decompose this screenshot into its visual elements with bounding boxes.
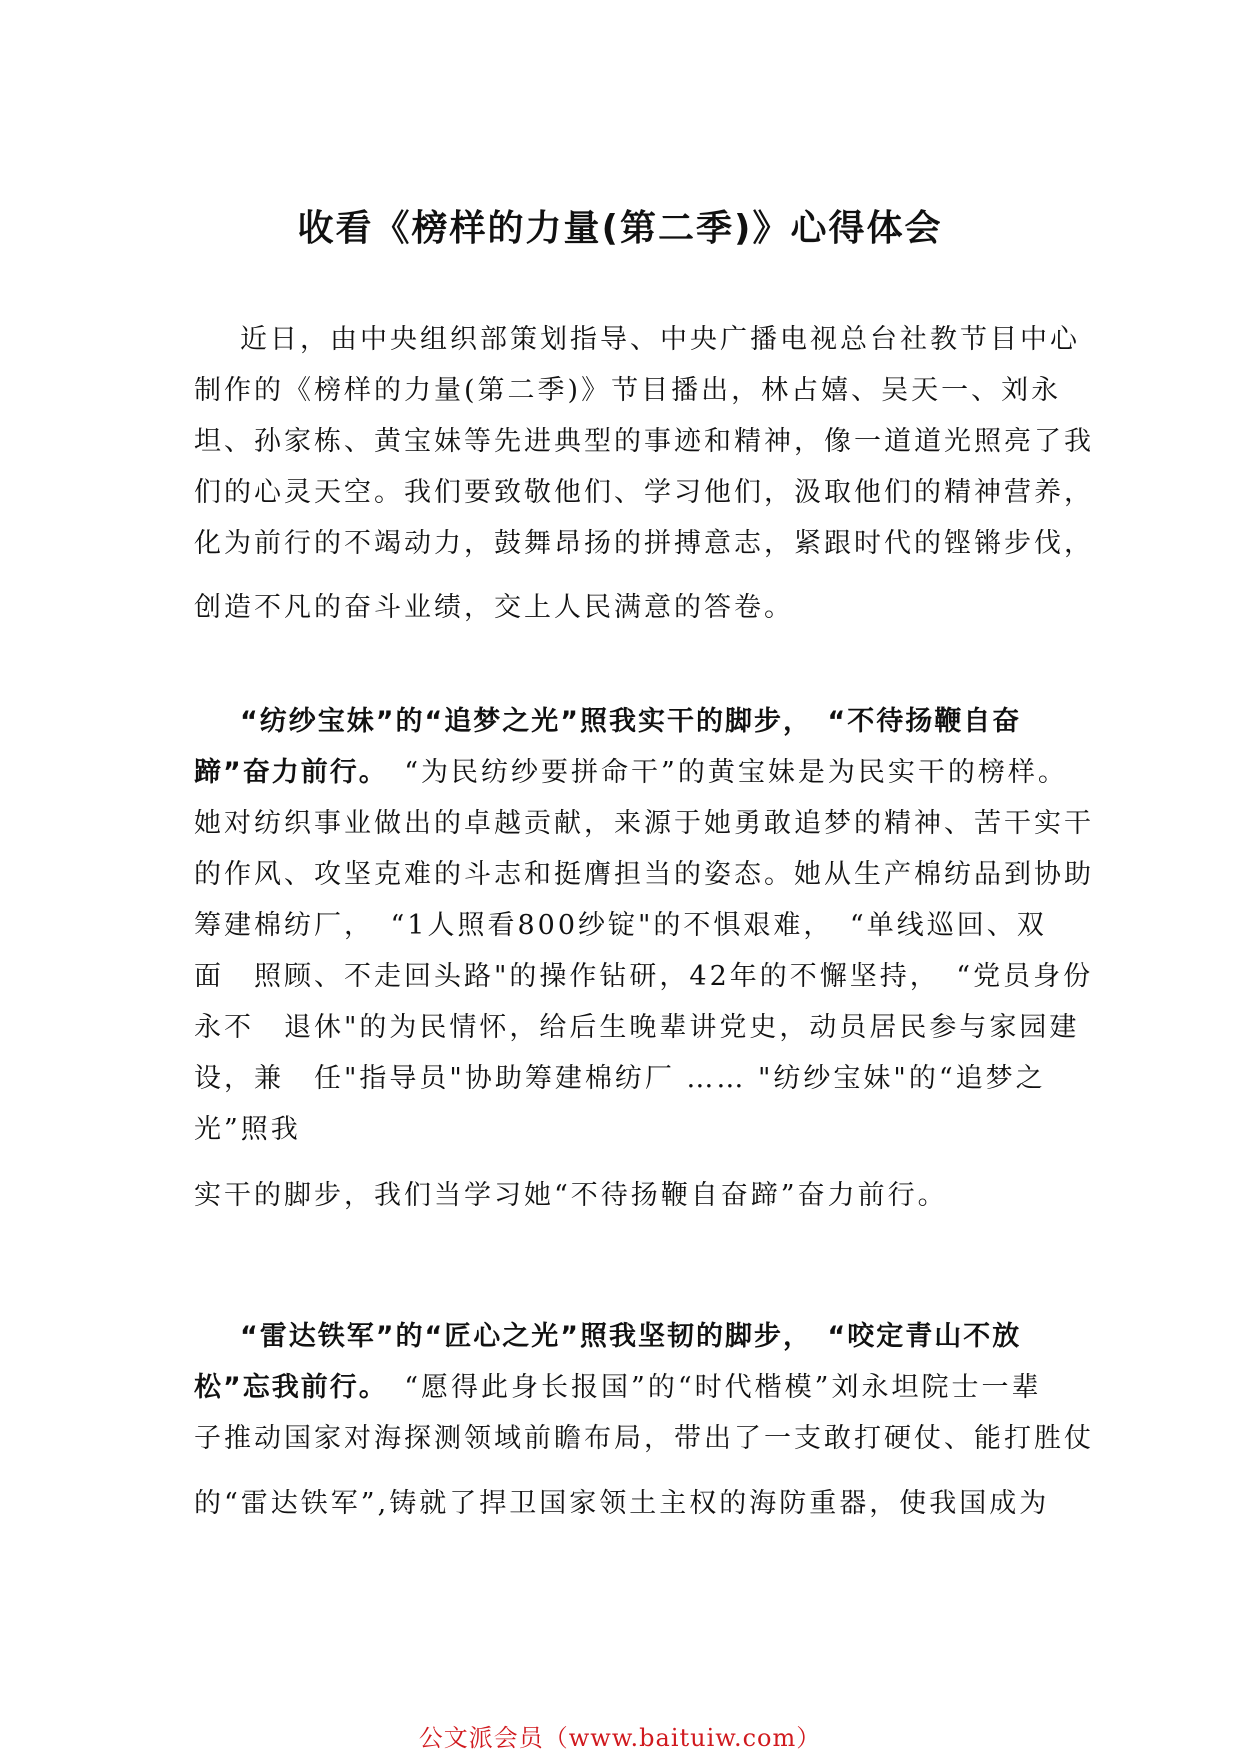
paragraph-2-line-3: 她对纺织事业做出的卓越贡献，来源于她勇敢追梦的精神、苦干实干: [194, 808, 1094, 839]
paragraph-3-heading-line-1: “雷达铁军”的“匠心之光”照我坚韧的脚步， “咬定青山不放: [240, 1321, 1022, 1352]
paragraph-3-line-3: 子推动国家对海探测领域前瞻布局，带出了一支敢打硬仗、能打胜仗: [194, 1423, 1094, 1454]
paragraph-3-line-4: 的“雷达铁军”,铸就了捍卫国家领土主权的海防重器，使我国成为: [194, 1488, 1050, 1519]
paragraph-2-line-2-text: “为民纺纱要拼命干”的黄宝妹是为民实干的榜样。: [374, 757, 1068, 788]
paragraph-2-heading-line-1: “纺纱宝妹”的“追梦之光”照我实干的脚步， “不待扬鞭自奋: [240, 706, 1022, 737]
paragraph-2-heading-end: 蹄”奋力前行。: [194, 757, 375, 788]
paragraph-2-line-4: 的作风、攻坚克难的斗志和挺膺担当的姿态。她从生产棉纺品到协助: [194, 859, 1094, 890]
paragraph-3-line-2-text: “愿得此身长报国”的“时代楷模”刘永坦院士一辈: [374, 1372, 1042, 1403]
paragraph-1-line-5: 化为前行的不竭动力，鼓舞昂扬的拼搏意志，紧跟时代的铿锵步伐，: [194, 528, 1094, 559]
paragraph-2-line-9: 光”照我: [194, 1114, 301, 1145]
paragraph-1-line-4: 们的心灵天空。我们要致敬他们、学习他们，汲取他们的精神营养，: [194, 477, 1094, 508]
footer-watermark-text: 公文派会员（www.baituiw.com）: [418, 1724, 822, 1752]
paragraph-2-line-8: 设，兼 任"指导员"协助筹建棉纺厂 …… "纺纱宝妹"的“追梦之: [194, 1063, 1046, 1094]
paragraph-1-line-2: 制作的《榜样的力量(第二季)》节目播出，林占嬉、吴天一、刘永: [194, 375, 1062, 406]
paragraph-3-line-2: [194, 1371, 1064, 1405]
document-title: 收看《榜样的力量(第二季)》心得体会: [297, 208, 943, 249]
paragraph-3-heading-end: 松”忘我前行。: [194, 1372, 375, 1403]
paragraph-2-line-2: [194, 756, 1068, 790]
paragraph-2-line-10: 实干的脚步，我们当学习她“不待扬鞭自奋蹄”奋力前行。: [194, 1180, 948, 1211]
paragraph-2-line-7: 永不 退休"的为民情怀，给后生晚辈讲党史，动员居民参与家园建: [194, 1012, 1080, 1043]
paragraph-2-line-6: 面 照顾、不走回头路"的操作钻研，42年的不懈坚持， “党员身份: [194, 961, 1094, 992]
paragraph-1-line-6: 创造不凡的奋斗业绩，交上人民满意的答卷。: [194, 592, 794, 623]
paragraph-2-line-5: 筹建棉纺厂， “1人照看800纱锭"的不惧艰难， “单线巡回、双: [194, 910, 1047, 941]
paragraph-1-line-1: 近日，由中央组织部策划指导、中央广播电视总台社教节目中心: [240, 324, 1080, 355]
paragraph-1-line-3: 坦、孙家栋、黄宝妹等先进典型的事迹和精神，像一道道光照亮了我: [194, 426, 1094, 457]
